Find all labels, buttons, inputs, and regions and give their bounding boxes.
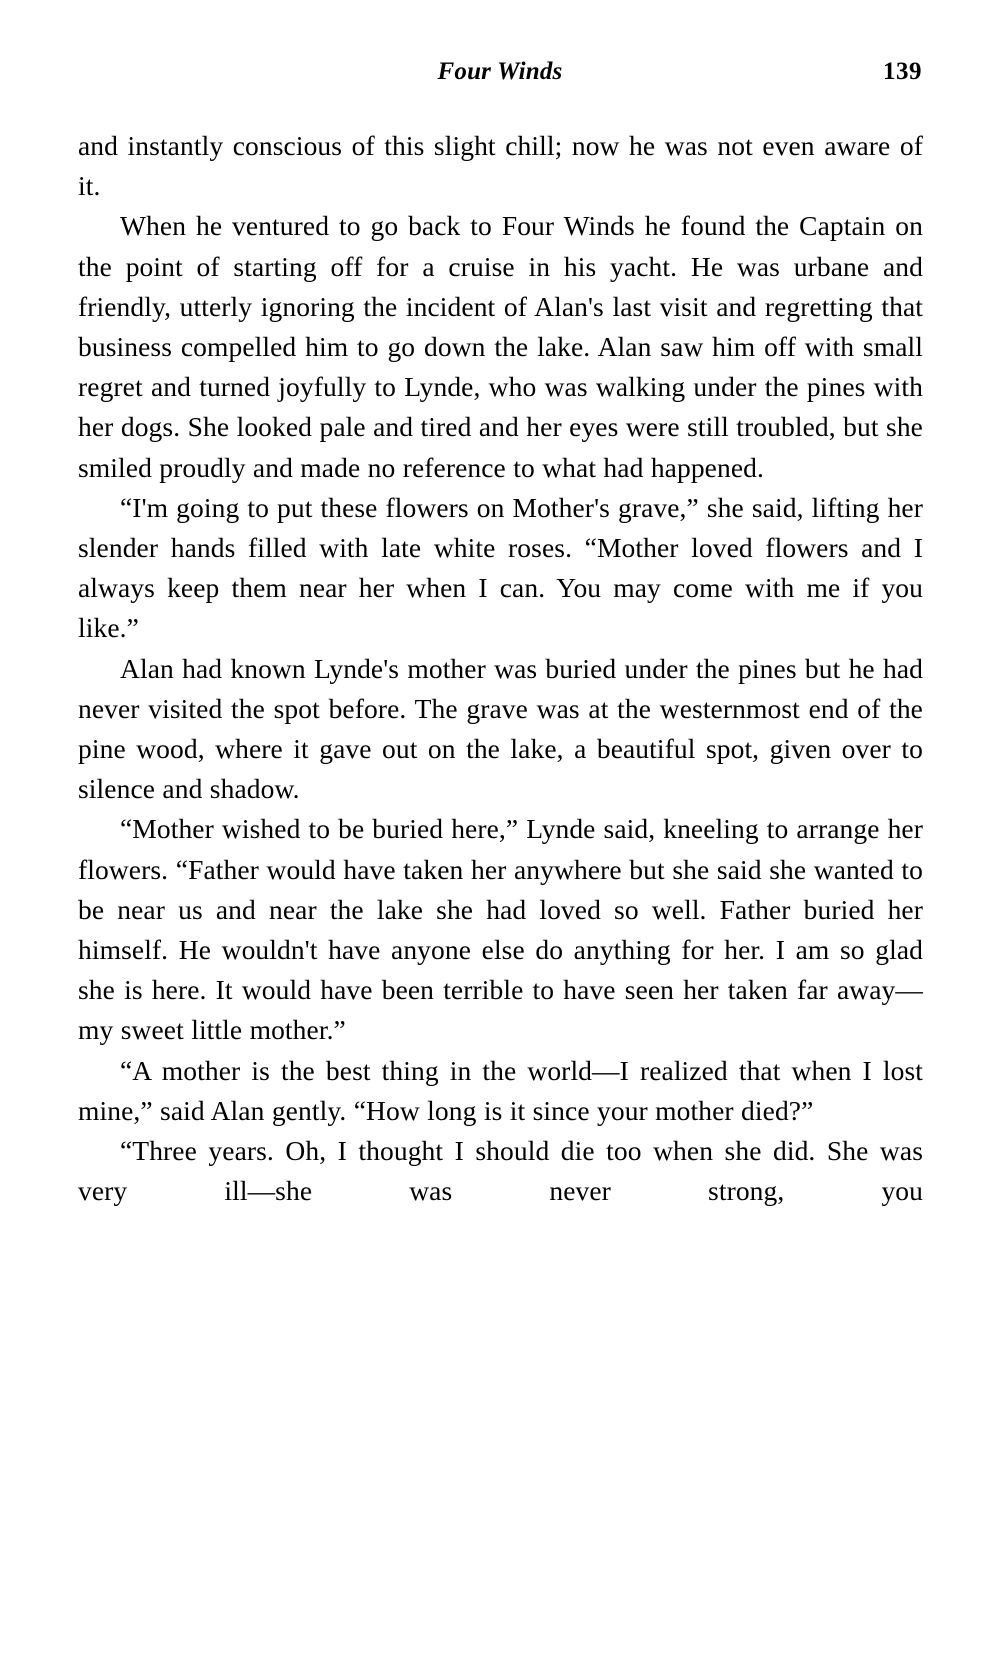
running-title: Four Winds xyxy=(437,58,563,85)
paragraph: “A mother is the best thing in the world—I realized that when I lost mine,” said Alan gently. “How long is it since your mother died?” xyxy=(78,1054,923,1126)
paragraph: “Mother wished to be buried here,” Lynde said, kneeling to arrange her flowers. “Father would have taken her anywhere but she said she wanted to be near us and near the lake she had loved so well. Father buried her himself. He wouldn't have anyone else do anything for her. I am so glad she is here. It would have been terrible to have seen her taken far away—my sweet little mother.” xyxy=(78,813,923,1046)
paragraph: When he ventured to go back to Four Winds he found the Captain on the point of starting off for a cruise in his yacht. He was urbane and friendly, utterly ignoring the incident of Alan's last visit and regretting that business compelled him to go down the lake. Alan saw him off with small regret and turned joyfully to Lynde, who was walking under the pines with her dogs. She looked pale and tired and her eyes were still troubled, but she smiled proudly and made no reference to what had happened. xyxy=(78,210,923,483)
paragraph: Alan had known Lynde's mother was buried under the pines but he had never visited the spot before. The grave was at the westernmost end of the pine wood, where it gave out on the lake, a beautiful spot, given over to silence and shadow. xyxy=(78,652,923,805)
paragraph: “Three years. Oh, I thought I should die too when she did. She was very ill—she was never strong, you xyxy=(78,1135,923,1207)
page-body xyxy=(78,126,923,1211)
page-header xyxy=(78,58,922,98)
page-number: 139 xyxy=(883,58,922,85)
paragraph: “I'm going to put these flowers on Mother's grave,” she said, lifting her slender hands filled with late white roses. “Mother loved flowers and I always keep them near her when I can. You may come with me if you like.” xyxy=(78,491,923,644)
paragraph: and instantly conscious of this slight chill; now he was not even aware of it. xyxy=(78,130,923,202)
